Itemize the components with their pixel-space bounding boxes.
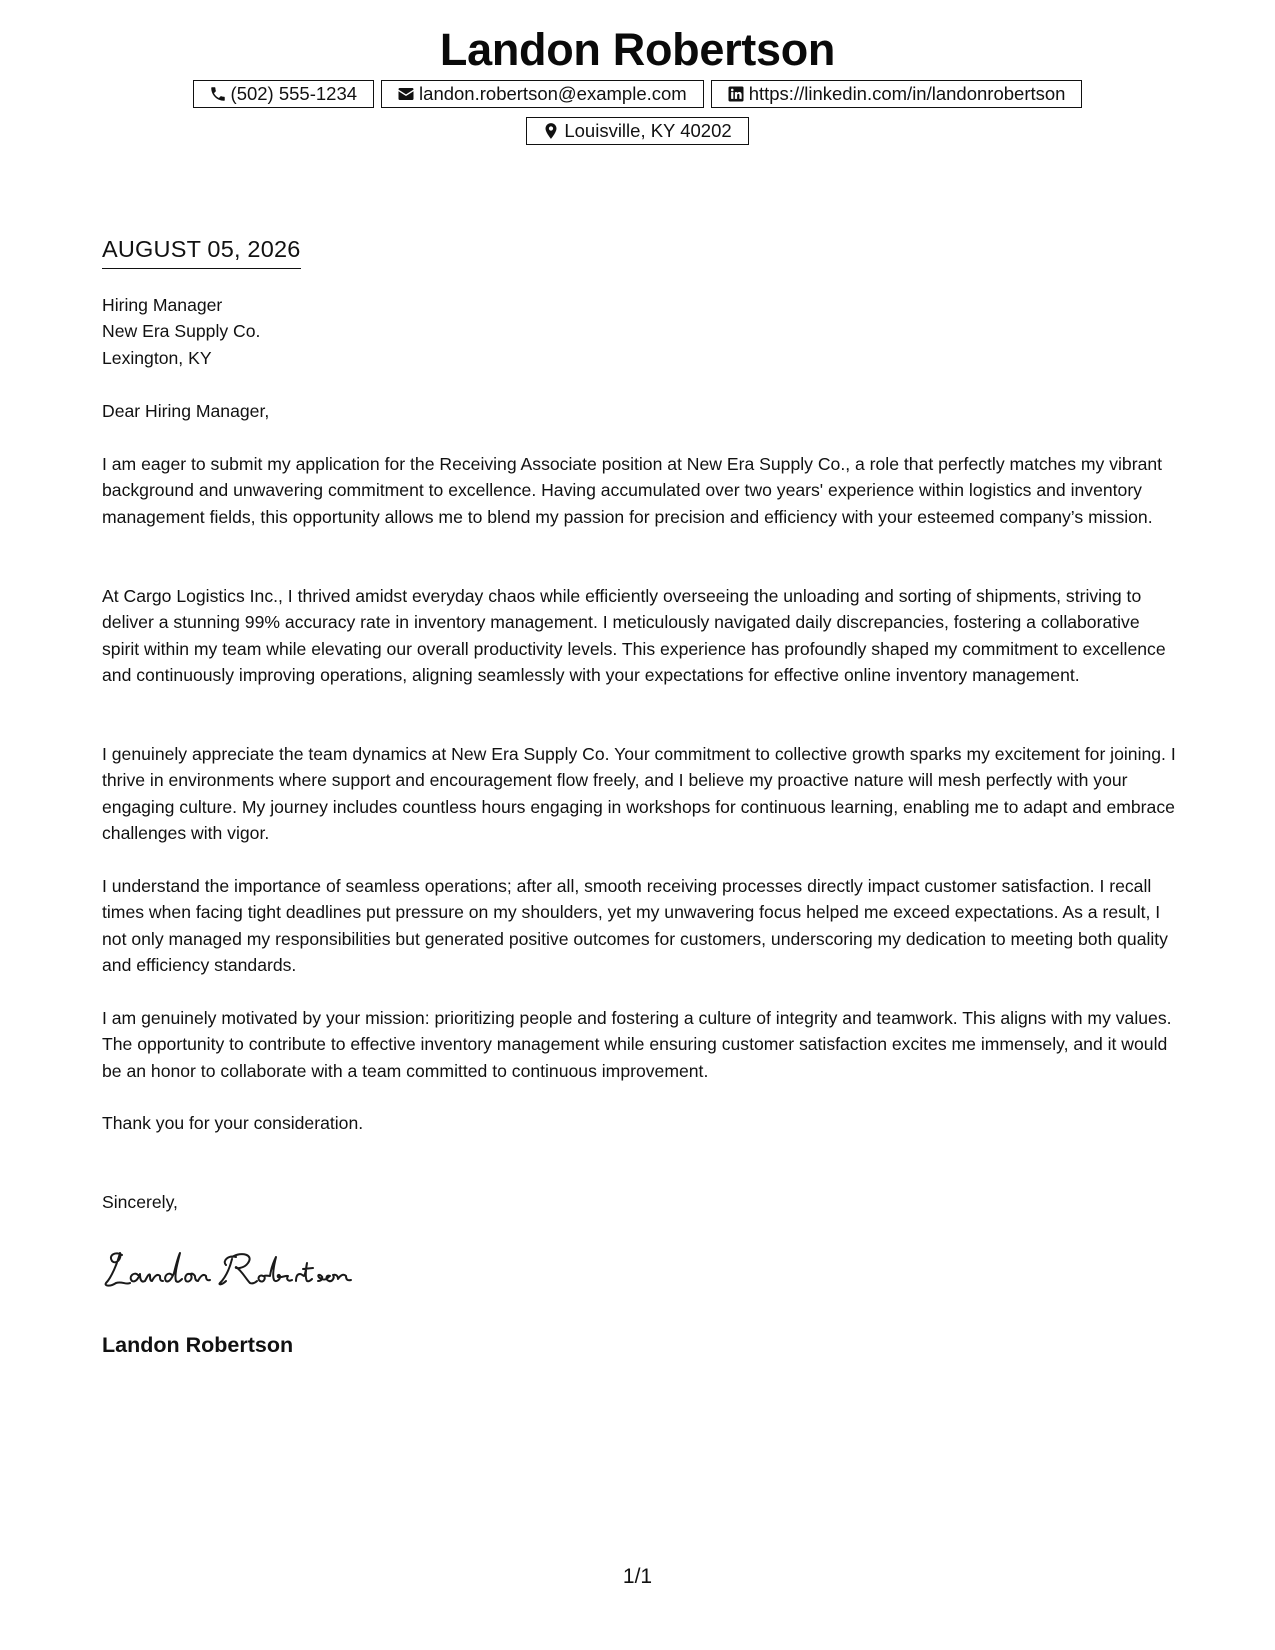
email-text[interactable]: landon.robertson@example.com [419, 83, 687, 104]
contact-bar [0, 80, 1275, 108]
phone-text: (502) 555-1234 [230, 83, 358, 104]
phone-icon [208, 84, 228, 104]
page-indicator: 1/1 [622, 1565, 653, 1588]
location-text: Louisville, KY 40202 [564, 120, 732, 141]
body-paragraph-3: I genuinely appreciate the team dynamics at New Era Supply Co. Your commitment to collective growth sparks my excitement for joining. I thrive in environments where support and encouragement flow freely, and I believe my proactive nature will mesh perfectly with your engaging culture. My journey includes countless hours engaging in workshops for continuous learning, enabling me to adapt and embrace challenges with vigor. [102, 744, 1176, 843]
linkedin-icon [726, 84, 746, 104]
map-pin-icon [541, 121, 561, 141]
recipient-company: New Era Supply Co. [102, 321, 261, 342]
handwritten-signature [100, 1243, 370, 1297]
email-chip[interactable] [381, 80, 704, 108]
recipient-title: Hiring Manager [102, 295, 223, 315]
location-chip [526, 117, 748, 145]
body-paragraph-5: I am genuinely motivated by your mission: prioritizing people and fostering a culture of integrity and teamwork. This aligns with my values. The opportunity to contribute to effective inventory management while ensuring customer satisfaction excites me immensely, and it would be an honor to collaborate with a team committed to continuous improvement. [102, 1008, 1172, 1081]
letter-date: AUGUST 05, 2026 [102, 234, 301, 269]
salutation: Dear Hiring Manager, [102, 401, 270, 421]
body-paragraph-2: At Cargo Logistics Inc., I thrived amidst everyday chaos while efficiently overseeing the unloading and sorting of shipments, striving to deliver a stunning 99% accuracy rate in inventory management. I meticulously navigated daily discrepancies, fostering a collaborative spirit within my team while elevating our overall productivity levels. This experience has profoundly shaped my commitment to excellence and continuously improving operations, aligning seamlessly with your expectations for effective online inventory management. [102, 586, 1166, 685]
linkedin-chip[interactable] [711, 80, 1083, 108]
envelope-icon [396, 84, 416, 104]
signer-name: Landon Robertson [102, 1333, 294, 1357]
closing-line: Sincerely, [102, 1192, 178, 1212]
thank-you-line: Thank you for your consideration. [102, 1113, 364, 1133]
body-paragraph-4: I understand the importance of seamless operations; after all, smooth receiving processes directly impact customer satisfaction. I recall times when facing tight deadlines put pressure on my shoulders, yet my unwavering focus helped me exceed expectations. As a result, I not only managed my responsibilities but generated positive outcomes for customers, underscoring my dedication to meeting both quality and efficiency standards. [102, 876, 1168, 975]
contact-bar-row-2 [0, 117, 1275, 145]
applicant-name: Landon Robertson [439, 24, 836, 75]
phone-chip [193, 80, 375, 108]
linkedin-text[interactable]: https://linkedin.com/in/landonrobertson [748, 83, 1066, 104]
body-paragraph-1: I am eager to submit my application for the Receiving Associate position at New Era Supply Co., a role that perfectly matches my vibrant background and unwavering commitment to excellence. Having accumulated over two years' experience within logistics and inventory management fields, this opportunity allows me to blend my passion for precision and efficiency with your esteemed company’s mission. [102, 454, 1163, 527]
recipient-block [102, 292, 1177, 371]
recipient-location: Lexington, KY [102, 347, 212, 368]
